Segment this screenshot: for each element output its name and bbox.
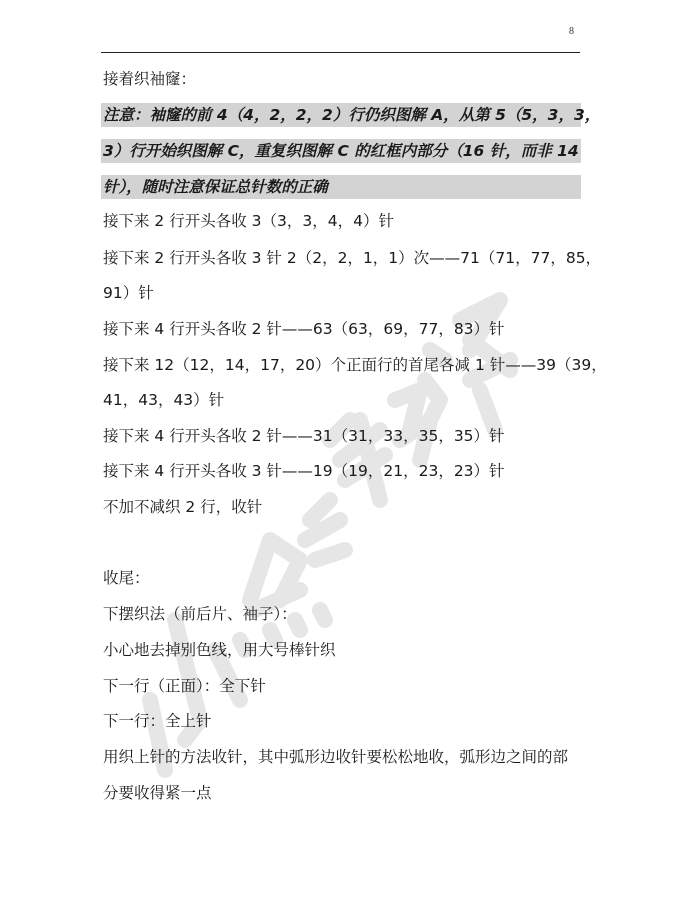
section-heading-finishing: 收尾： bbox=[103, 569, 150, 587]
instruction-line: 91）针 bbox=[103, 284, 154, 302]
instruction-line: 41，43，43）针 bbox=[103, 391, 225, 409]
instruction-line: 用织上针的方法收针，其中弧形边收针要松松地收，弧形边之间的部 bbox=[103, 748, 569, 766]
instruction-line: 分要收得紧一点 bbox=[103, 784, 212, 802]
instruction-line: 接下来 4 行开头各收 3 针——19（19，21，23，23）针 bbox=[103, 462, 505, 480]
instruction-line: 接下来 12（12，14，17，20）个正面行的首尾各减 1 针——39（39， bbox=[103, 356, 607, 374]
page-number: 8 bbox=[569, 26, 574, 37]
instruction-line: 接下来 2 行开头各收 3（3，3，4，4）针 bbox=[103, 212, 394, 230]
section-heading-armhole: 接着织袖窿： bbox=[103, 70, 197, 88]
note-line-3: 针），随时注意保证总针数的正确 bbox=[101, 175, 581, 199]
instruction-line: 接下来 4 行开头各收 2 针——63（63，69，77，83）针 bbox=[103, 320, 505, 338]
note-line-2: 3）行开始织图解 C，重复织图解 C 的红框内部分（16 针，而非 14 bbox=[101, 139, 581, 163]
header-rule bbox=[101, 52, 580, 53]
instruction-line: 接下来 2 行开头各收 3 针 2（2，2，1，1）次——71（71，77，85， bbox=[103, 249, 602, 267]
note-line-1: 注意：袖窿的前 4（4，2，2，2）行仍织图解 A，从第 5（5，3，3， bbox=[101, 103, 581, 127]
instruction-line: 下一行（正面）：全下针 bbox=[103, 677, 266, 695]
instruction-line: 下摆织法（前后片、袖子）： bbox=[103, 605, 297, 623]
instruction-line: 不加不减织 2 行，收针 bbox=[103, 498, 263, 516]
instruction-line: 接下来 4 行开头各收 2 针——31（31，33，35，35）针 bbox=[103, 427, 505, 445]
instruction-line: 下一行：全上针 bbox=[103, 712, 212, 730]
instruction-line: 小心地去掉别色线，用大号棒针织 bbox=[103, 641, 336, 659]
